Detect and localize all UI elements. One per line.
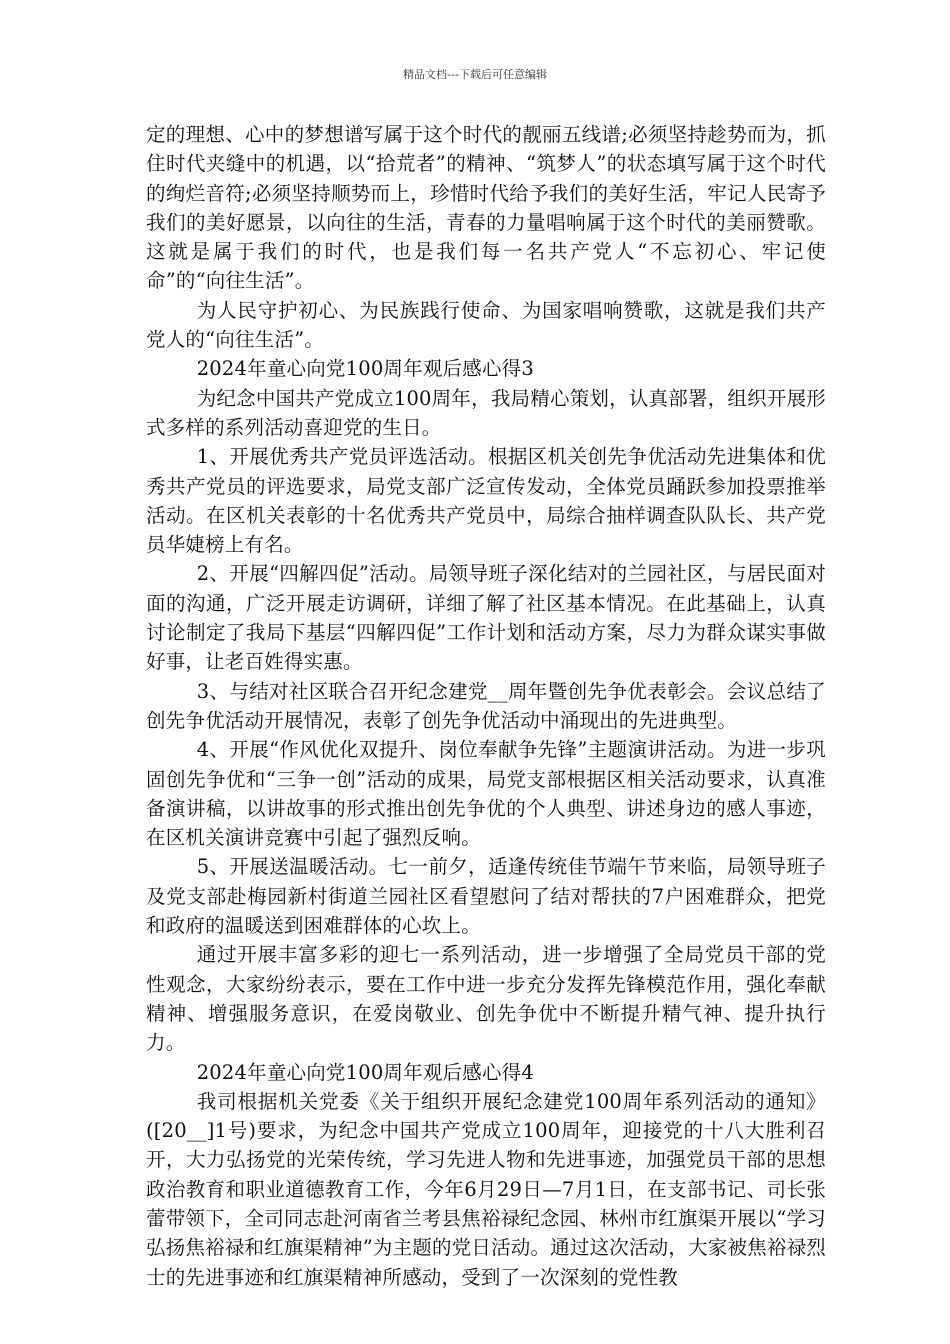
paragraph: 3、与结对社区联合召开纪念建党__周年暨创先争优表彰会。会议总结了创先争优活动开展情况，表彰了创先争优活动中涌现出的先进典型。 <box>146 679 826 732</box>
page-header: 精品文档---下载后可任意编辑 <box>403 68 547 81</box>
document-body <box>146 120 826 1292</box>
paragraph: 我司根据机关党委《关于组织开展纪念建党100周年系列活动的通知》([20__]1号)要求，为纪念中国共产党成立100周年，迎接党的十八大胜利召开，大力弘扬党的光荣传统，学习先进人物和先进事迹，加强党员干部的思想政治教育和职业道德教育工作，今年6月29日—7月1日，在支部书记、司长张蕾带领下，全司同志赴河南省兰考县焦裕禄纪念园、林州市红旗渠开展以“学习弘扬焦裕禄和红旗渠精神”为主题的党日活动。通过这次活动，大家被焦裕禄烈士的先进事迹和红旗渠精神所感动，受到了一次深刻的党性教 <box>146 1089 826 1289</box>
paragraph: 通过开展丰富多彩的迎七一系列活动，进一步增强了全局党员干部的党性观念，大家纷纷表示，要在工作中进一步充分发挥先锋模范作用，强化奉献精神、增强服务意识，在爱岗敬业、创先争优中不断提升精气神、提升执行力。 <box>146 943 826 1055</box>
paragraph: 2024年童心向党100周年观后感心得3 <box>196 357 534 381</box>
paragraph: 1、开展优秀共产党员评选活动。根据区机关创先争优活动先进集体和优秀共产党员的评选要求，局党支部广泛宣传发动，全体党员踊跃参加投票推举活动。在区机关表彰的十名优秀共产党员中，局综合抽样调查队队长、共产党员华婕榜上有名。 <box>146 445 826 557</box>
paragraph: 定的理想、心中的梦想谱写属于这个时代的靓丽五线谱;必须坚持趁势而为，抓住时代夹缝中的机遇，以“拾荒者”的精神、“筑梦人”的状态填写属于这个时代的绚烂音符;必须坚持顺势而上，珍惜时代给予我们的美好生活，牢记人民寄予我们的美好愿景，以向往的生活，青春的力量唱响属于这个时代的美丽赞歌。这就是属于我们的时代，也是我们每一名共产党人“不忘初心、牢记使命”的“向往生活”。 <box>146 123 826 293</box>
paragraph: 4、开展“作风优化双提升、岗位奉献争先锋”主题演讲活动。为进一步巩固创先争优和“三争一创”活动的成果，局党支部根据区相关活动要求，认真准备演讲稿，以讲故事的形式推出创先争优的个人典型、讲述身边的感人事迹，在区机关演讲竞赛中引起了强烈反响。 <box>146 738 826 850</box>
paragraph: 为人民守护初心、为民族践行使命、为国家唱响赞歌，这就是我们共产党人的“向往生活”。 <box>146 298 826 352</box>
paragraph: 2、开展“四解四促”活动。局领导班子深化结对的兰园社区，与居民面对面的沟通，广泛开展走访调研，详细了解了社区基本情况。在此基础上，认真讨论制定了我局下基层“四解四促”工作计划和活动方案，尽力为群众谋实事做好事，让老百姓得实惠。 <box>146 562 826 674</box>
paragraph: 2024年童心向党100周年观后感心得4 <box>196 1060 534 1084</box>
paragraph: 5、开展送温暖活动。七一前夕，适逢传统佳节端午节来临，局领导班子及党支部赴梅园新村街道兰园社区看望慰问了结对帮扶的7户困难群众，把党和政府的温暖送到困难群体的心坎上。 <box>146 855 826 938</box>
paragraph: 为纪念中国共产党成立100周年，我局精心策划，认真部署，组织开展形式多样的系列活动喜迎党的生日。 <box>146 386 826 439</box>
